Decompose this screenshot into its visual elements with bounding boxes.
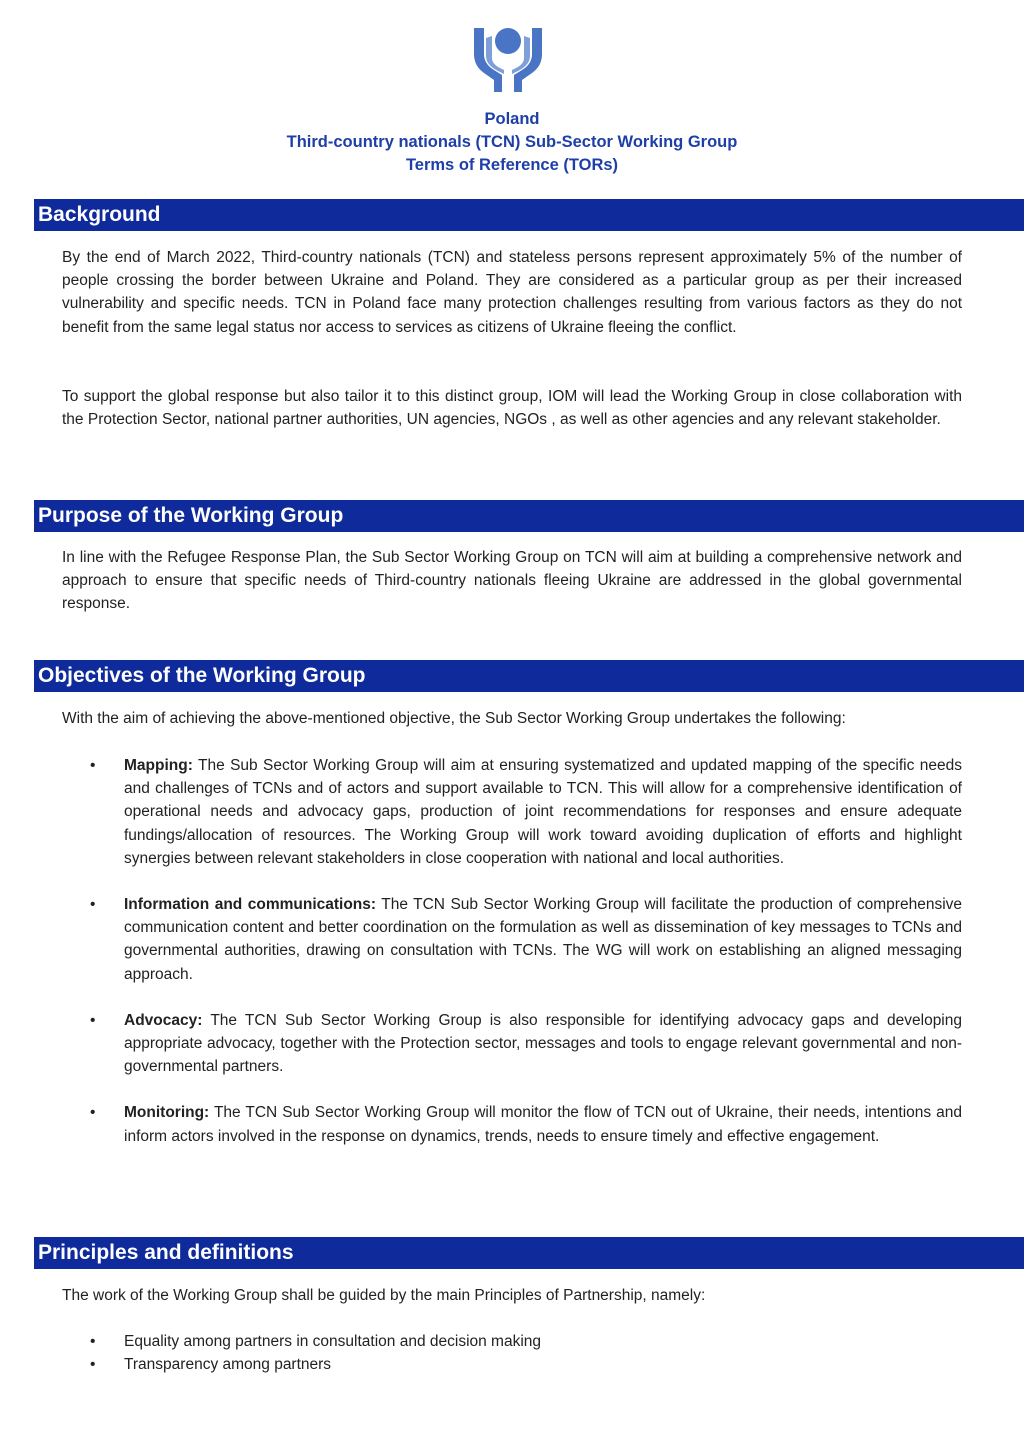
background-paragraph-2: To support the global response but also tailor it to this distinct group, IOM will lead the Working Group in close collaboration with the Protection Sector, national partner authorities, UN agencies, NGOs , as well as other agencies and any relevant stakeholder. [62, 388, 962, 429]
objective-label: Monitoring: [124, 1104, 210, 1122]
objective-item-advocacy [62, 1009, 962, 1079]
section-heading-purpose: Purpose of the Working Group [34, 500, 1024, 532]
principles-list [62, 1330, 962, 1376]
bullet-icon: • [90, 757, 96, 774]
objective-text: The Sub Sector Working Group will aim at ensuring systematized and updated mapping of the specific needs and challenges of TCNs and of actors and support available to TCN. This will allow for a comprehensive identification of operational needs and advocacy gaps, production of joint recommendations for responses and ensure adequate fundings/allocation of resources. The Working Group will work toward avoiding duplication of efforts and highlight synergies between relevant stakeholders in close cooperation with national and local authorities. [124, 757, 962, 867]
bullet-icon: • [90, 1333, 96, 1350]
hands-holding-person-icon [470, 24, 546, 94]
background-paragraph-1: By the end of March 2022, Third-country nationals (TCN) and stateless persons represent approximately 5% of the number of people crossing the border between Ukraine and Poland. They are considered as a particular group as per their increased vulnerability and specific needs. TCN in Poland face many protection challenges resulting from various factors as they do not benefit from the same legal status nor access to services as citizens of Ukraine fleeing the conflict. [62, 249, 962, 336]
objective-label: Information and communications: [124, 896, 377, 914]
objective-item-mapping [62, 754, 962, 870]
section-heading-principles: Principles and definitions [34, 1237, 1024, 1269]
principles-intro: The work of the Working Group shall be guided by the main Principles of Partnership, namely: [62, 1287, 706, 1304]
objectives-list [62, 754, 962, 1171]
objective-text: The TCN Sub Sector Working Group will monitor the flow of TCN out of Ukraine, their needs, intentions and inform actors involved in the response on dynamics, trends, needs to ensure timely and effective engagement. [124, 1104, 962, 1145]
title-doc-type: Terms of Reference (TORs) [405, 156, 619, 174]
principle-item [62, 1353, 962, 1376]
principle-text: Equality among partners in consultation and decision making [124, 1333, 542, 1350]
bullet-icon: • [90, 1356, 96, 1374]
bullet-icon: • [90, 1011, 96, 1029]
purpose-paragraph: In line with the Refugee Response Plan, the Sub Sector Working Group on TCN will aim at building a comprehensive network and approach to ensure that specific needs of Third-country nationals fleeing Ukraine are addressed in the global governmental response. [62, 549, 962, 613]
principle-item [62, 1330, 962, 1353]
objective-text: The TCN Sub Sector Working Group will facilitate the production of comprehensive communication content and better coordination on the formulation as well as dissemination of key messages to TCNs and governmental authorities, drawing on consultation with TCNs. The WG will work on establishing an aligned messaging approach. [124, 896, 963, 983]
objective-label: Mapping: [124, 757, 193, 774]
objectives-intro: With the aim of achieving the above-mentioned objective, the Sub Sector Working Group undertakes the following: [62, 710, 846, 727]
section-heading-background: Background [34, 199, 1024, 231]
title-country: Poland [484, 110, 540, 128]
section-heading-objectives: Objectives of the Working Group [34, 660, 1024, 692]
objective-text: The TCN Sub Sector Working Group is also responsible for identifying advocacy gaps and developing appropriate advocacy, together with the Protection sector, messages and tools to engage relevant governmental and non-governmental partners. [124, 1011, 962, 1076]
bullet-icon: • [90, 896, 96, 914]
principle-text: Transparency among partners [124, 1356, 332, 1374]
document-title [0, 108, 1024, 177]
objective-item-monitoring [62, 1101, 962, 1147]
bullet-icon: • [90, 1104, 96, 1122]
objective-item-information [62, 893, 962, 986]
objective-label: Advocacy: [124, 1011, 203, 1029]
title-group: Third-country nationals (TCN) Sub-Sector Working Group [286, 133, 738, 151]
